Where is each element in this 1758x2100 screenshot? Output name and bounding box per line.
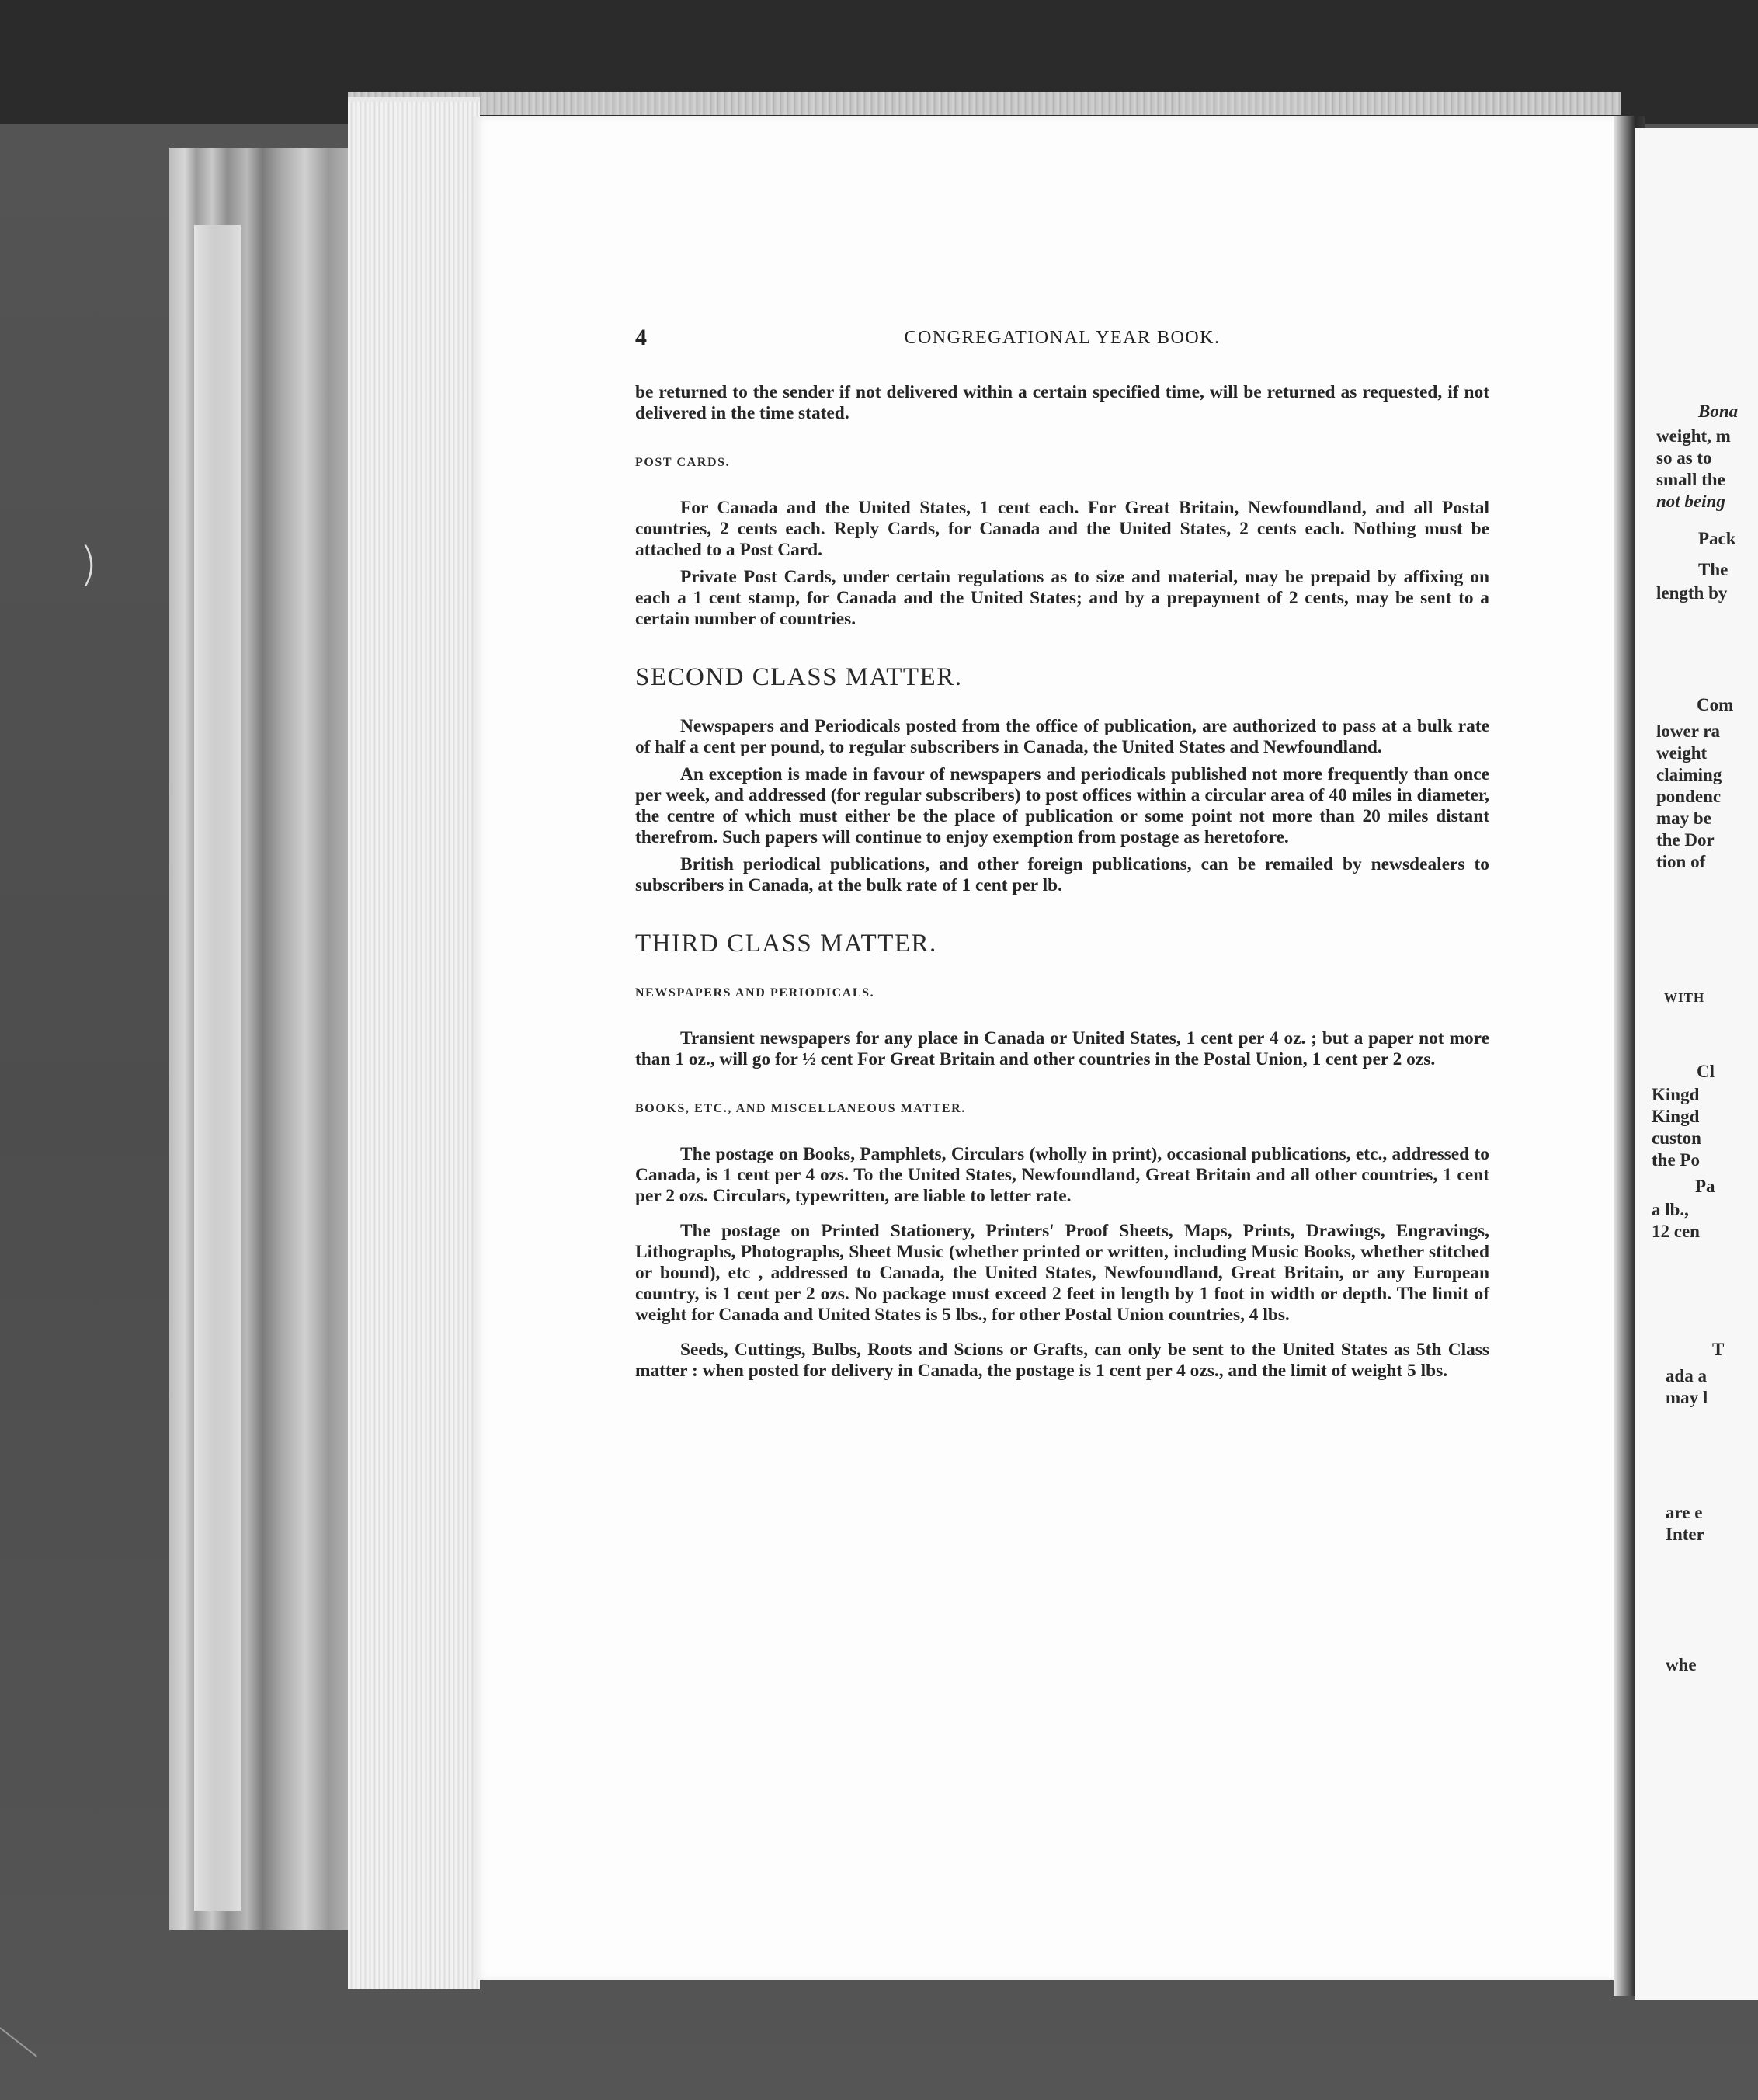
- intro-paragraph: be returned to the sender if not delivered within a certain specified time, will be returned as requested, if not delivered in the time stated.: [635, 382, 1489, 423]
- facing-line: tion of: [1656, 852, 1706, 871]
- facing-line: weight, m: [1656, 426, 1731, 446]
- facing-line: weight: [1656, 743, 1708, 763]
- facing-line: ada a: [1666, 1366, 1708, 1386]
- third-class-paragraph-4: Seeds, Cuttings, Bulbs, Roots and Scions or Grafts, can only be sent to the United States as 5th Class matter : when posted for delivery in Canada, the postage is 1 cent per 4 ozs., and the limit of weight 5 lbs.: [635, 1340, 1489, 1381]
- facing-line: Kingd: [1652, 1107, 1700, 1126]
- facing-line: may l: [1666, 1388, 1708, 1407]
- facing-line: Bona: [1698, 402, 1739, 421]
- facing-line: Pack: [1698, 529, 1736, 548]
- facing-line: T: [1712, 1340, 1725, 1359]
- books-subheading: BOOKS, ETC., AND MISCELLANEOUS MATTER.: [635, 1102, 966, 1115]
- facing-line: not being: [1656, 492, 1725, 511]
- page-header: [635, 325, 1489, 356]
- second-class-paragraph-2: An exception is made in favour of newspapers and periodicals published not more frequently than once per week, and addressed (for regular subscribers) to post offices within a circular area of 40 miles in diameter, the centre of which must either be the place of publication or some point not more than 20 miles distant therefrom. Such papers will continue to enjoy exemption from postage as heretofore.: [635, 764, 1489, 847]
- facing-line: are e: [1666, 1503, 1703, 1522]
- right-page: [1635, 128, 1758, 2000]
- facing-line: pondenc: [1656, 787, 1722, 806]
- facing-line: Inter: [1666, 1525, 1704, 1544]
- post-cards-paragraph-2: Private Post Cards, under certain regulations as to size and material, may be prepaid by affixing on each a 1 cent stamp, for Canada and the United States; and by a prepayment of 2 cents, may be sent to a certain number of countries.: [635, 567, 1489, 629]
- bracket-mark: ): [79, 537, 98, 592]
- facing-line: The: [1698, 560, 1728, 579]
- facing-line: claiming: [1656, 765, 1722, 784]
- post-cards-heading: POST CARDS.: [635, 456, 731, 469]
- third-class-paragraph-1: Transient newspapers for any place in Canada or United States, 1 cent per 4 oz. ; but a paper not more than 1 oz., will go for ½ cent For Great Britain and other countries in the Postal Union, 1 cent per 2 ozs.: [635, 1028, 1489, 1069]
- facing-line: a lb.,: [1652, 1200, 1689, 1219]
- facing-line: the Po: [1652, 1150, 1700, 1170]
- facing-line: so as to: [1656, 448, 1712, 468]
- post-cards-paragraph-1: For Canada and the United States, 1 cent each. For Great Britain, Newfoundland, and all Postal countries, 2 cents each. Reply Cards, for Canada and the United States, 2 cents each. Nothing must be attached to a Post Card.: [635, 498, 1489, 560]
- page-stack-edge: [348, 97, 480, 1989]
- facing-line: 12 cen: [1652, 1222, 1700, 1241]
- page-stack-top: [348, 92, 1621, 115]
- facing-line: may be: [1656, 808, 1711, 828]
- third-class-paragraph-2: The postage on Books, Pamphlets, Circulars (wholly in print), occasional publications, etc., addressed to Canada, is 1 cent per 4 ozs. To the United States, Newfoundland, Great Britain and all other countries, 1 cent per 2 ozs. Circulars, typewritten, are liable to letter rate.: [635, 1144, 1489, 1206]
- second-class-paragraph-1: Newspapers and Periodicals posted from the office of publication, are authorized to pass at a bulk rate of half a cent per pound, to regular subscribers in Canada, the United States and Newfoundland.: [635, 716, 1489, 757]
- facing-line: Cl: [1697, 1062, 1715, 1081]
- facing-line: lower ra: [1656, 721, 1720, 741]
- page-number: 4: [635, 325, 647, 350]
- facing-line: Kingd: [1652, 1085, 1700, 1104]
- second-class-heading: SECOND CLASS MATTER.: [635, 663, 963, 691]
- page-body: [635, 382, 1489, 1382]
- book-cover-highlight: [194, 225, 241, 1911]
- facing-line: length by: [1656, 583, 1728, 603]
- running-head: CONGREGATIONAL YEAR BOOK.: [904, 328, 1221, 348]
- facing-line: small the: [1656, 470, 1725, 489]
- second-class-paragraph-3: British periodical publications, and other foreign publications, can be remailed by newsdealers to subscribers in Canada, at the bulk rate of 1 cent per lb.: [635, 854, 1489, 895]
- newspapers-subheading: NEWSPAPERS AND PERIODICALS.: [635, 986, 875, 1000]
- facing-line: Pa: [1695, 1177, 1715, 1196]
- facing-line: whe: [1666, 1655, 1697, 1674]
- third-class-paragraph-3: The postage on Printed Stationery, Printers' Proof Sheets, Maps, Prints, Drawings, Engravings, Lithographs, Photographs, Sheet Music (whether printed or written, including Music Books, whether stitched or bound), etc , addressed to Canada, the United States, Newfoundland, Great Britain, or any European country, is 1 cent per 2 ozs. No package must exceed 2 feet in length by 1 foot in width or depth. The limit of weight for Canada and United States is 5 lbs., for other Postal Union countries, 4 lbs.: [635, 1221, 1489, 1325]
- facing-line: WITH: [1664, 990, 1705, 1005]
- third-class-heading: THIRD CLASS MATTER.: [635, 930, 937, 958]
- facing-line: custon: [1652, 1128, 1701, 1148]
- facing-line: the Dor: [1656, 830, 1715, 850]
- facing-line: Com: [1697, 695, 1734, 714]
